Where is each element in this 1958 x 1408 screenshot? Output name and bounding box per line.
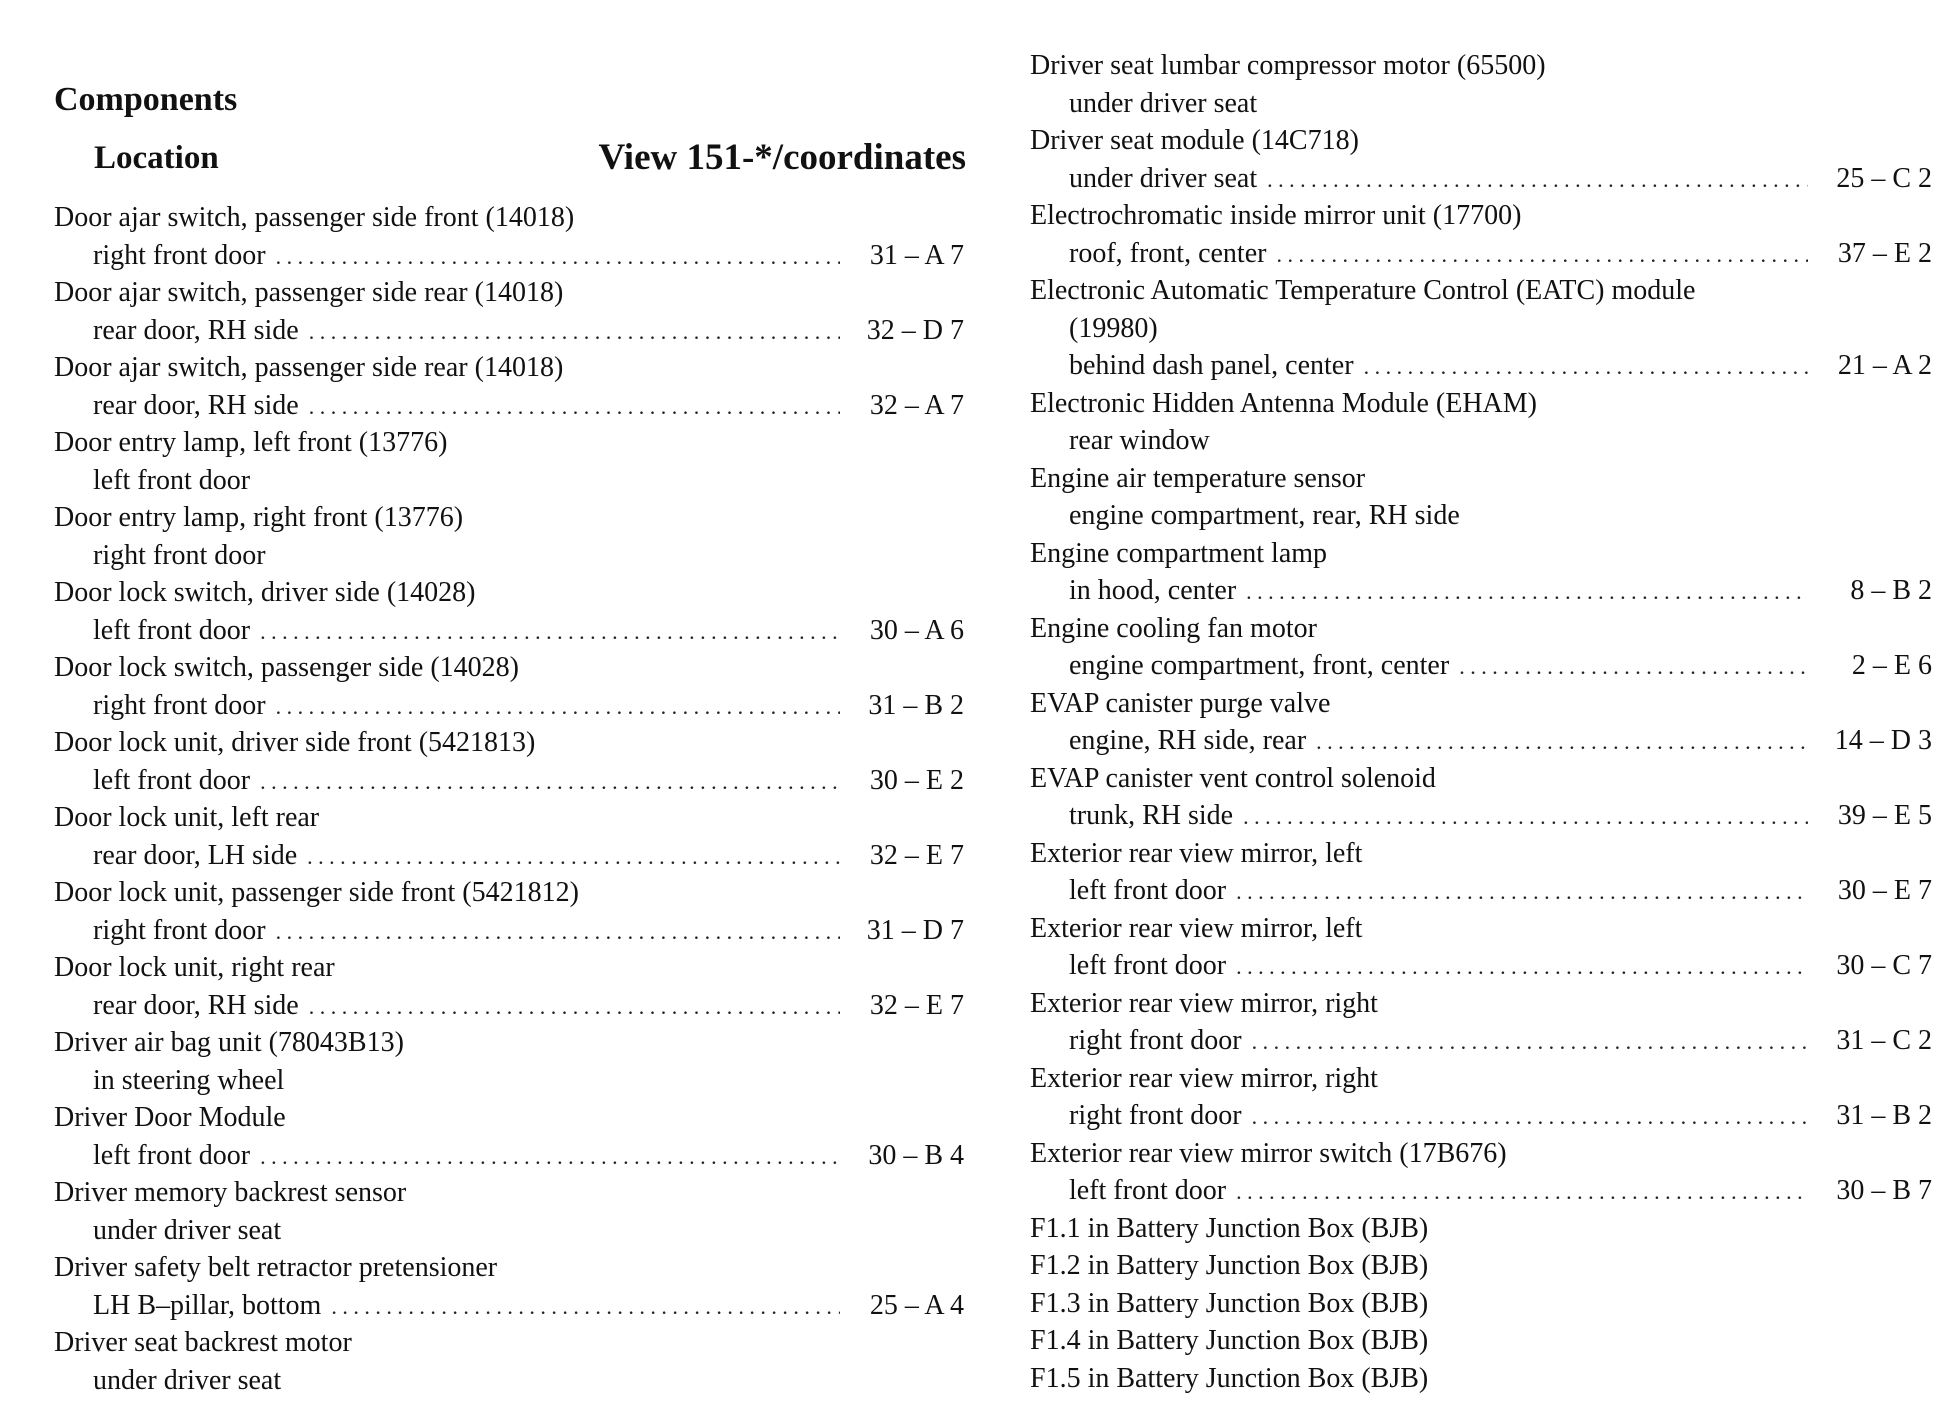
component-entry: [1030, 685, 1932, 760]
dot-leader: [1276, 235, 1808, 273]
component-name: Door lock switch, driver side (14028): [54, 577, 476, 608]
component-name: Door entry lamp, right front (13776): [54, 502, 464, 533]
component-name: Driver Door Module: [54, 1102, 286, 1133]
component-entry: [1030, 610, 1932, 685]
component-name: Door ajar switch, passenger side rear (14018): [54, 277, 564, 308]
header-view-coordinates: View 151-*/coordinates: [598, 137, 966, 178]
dot-leader: [331, 1287, 840, 1325]
component-coordinates: 31 – B 2: [868, 689, 964, 721]
component-coordinates: 32 – A 7: [869, 389, 964, 421]
component-location-line: [54, 237, 964, 275]
dot-leader: [1252, 1097, 1808, 1135]
component-location-line: [54, 687, 964, 725]
component-location: behind dash panel, center: [1069, 350, 1354, 381]
section-title: Components: [54, 81, 238, 118]
column-header: [54, 136, 966, 180]
component-coordinates: 31 – B 2: [1836, 1100, 1932, 1131]
component-location: left front door: [93, 1139, 251, 1171]
component-name: F1.4 in Battery Junction Box (BJB): [1030, 1325, 1429, 1356]
component-entry: [1030, 385, 1932, 460]
component-location-line: [1030, 497, 1932, 535]
component-location: right front door: [1069, 1025, 1242, 1056]
component-name: EVAP canister vent control solenoid: [1030, 762, 1436, 794]
component-location: left front door: [1069, 875, 1227, 906]
component-name: F1.3 in Battery Junction Box (BJB): [1030, 1287, 1429, 1319]
dot-leader: [1236, 872, 1808, 910]
component-entry: [54, 874, 964, 949]
component-coordinates: 25 – C 2: [1836, 162, 1932, 194]
dot-leader: [1246, 572, 1808, 610]
component-location: under driver seat: [1069, 162, 1258, 194]
dot-leader: [1236, 1172, 1808, 1210]
component-name: Electrochromatic inside mirror unit (17700): [1030, 200, 1522, 231]
component-name: Door ajar switch, passenger side rear (14018): [54, 352, 564, 383]
dot-leader: [1459, 647, 1808, 685]
header-location: Location: [94, 140, 219, 176]
component-name: Door lock unit, passenger side front (5421812): [54, 877, 579, 908]
component-location-line: [1030, 797, 1932, 835]
component-location: rear door, RH side: [93, 314, 299, 346]
component-location: right front door: [93, 239, 266, 271]
component-location-line: [54, 1137, 964, 1175]
component-location: engine compartment, front, center: [1069, 650, 1450, 681]
component-entry: [1030, 835, 1932, 910]
component-location: right front door: [93, 914, 266, 946]
component-name: Engine air temperature sensor: [1030, 462, 1366, 494]
component-entry: [54, 199, 964, 274]
component-entry: [1030, 272, 1932, 385]
right-entries: [1030, 47, 1932, 1397]
component-location-line: [54, 912, 964, 950]
component-name: Door lock unit, right rear: [54, 952, 335, 983]
component-name: F1.1 in Battery Junction Box (BJB): [1030, 1212, 1429, 1244]
component-entry: [1030, 197, 1932, 272]
component-coordinates: 30 – A 6: [869, 614, 964, 646]
component-location: in steering wheel: [93, 1064, 285, 1096]
component-coordinates: 39 – E 5: [1837, 800, 1932, 831]
component-entry: [54, 424, 964, 499]
dot-leader: [276, 237, 840, 275]
component-name: Door entry lamp, left front (13776): [54, 427, 448, 458]
component-name: Exterior rear view mirror, right: [1030, 1062, 1378, 1094]
component-location-line: [1030, 872, 1932, 910]
component-name: Engine cooling fan motor: [1030, 612, 1317, 644]
component-entry: [1030, 1360, 1932, 1398]
component-location: under driver seat: [1069, 87, 1258, 119]
component-name: Driver seat module (14C718): [1030, 125, 1359, 156]
component-entry: [54, 1024, 964, 1099]
component-location: engine compartment, rear, RH side: [1069, 500, 1460, 531]
component-location: left front door: [93, 464, 251, 496]
component-location: left front door: [93, 614, 251, 646]
component-coordinates: 32 – E 7: [869, 989, 964, 1021]
component-name: Door lock switch, passenger side (14028): [54, 652, 520, 683]
component-coordinates: 32 – D 7: [866, 314, 964, 346]
component-entry: [54, 1324, 964, 1399]
component-location: in hood, center: [1069, 575, 1237, 606]
component-name: Electronic Automatic Temperature Control (EATC) module: [1030, 275, 1696, 306]
component-location-line: [1030, 1097, 1932, 1135]
component-entry: [1030, 460, 1932, 535]
component-location-line: [54, 1062, 964, 1100]
component-location-line: [1030, 947, 1932, 985]
component-name: Driver seat lumbar compressor motor (65500): [1030, 50, 1546, 81]
component-entry: [54, 949, 964, 1024]
component-location: rear door, RH side: [93, 989, 299, 1021]
component-coordinates: 30 – B 4: [868, 1139, 964, 1171]
component-entry: [1030, 1247, 1932, 1285]
component-entry: [54, 1099, 964, 1174]
component-location-line: [1030, 1022, 1932, 1060]
component-location-line: [54, 537, 964, 575]
component-name: EVAP canister purge valve: [1030, 687, 1331, 719]
dot-leader: [1316, 722, 1808, 760]
component-coordinates: 2 – E 6: [1851, 650, 1932, 681]
component-coordinates: 30 – E 2: [869, 764, 964, 796]
component-location-line: [54, 1212, 964, 1250]
component-location-line: [1030, 647, 1932, 685]
component-entry: [1030, 1060, 1932, 1135]
component-entry: [54, 274, 964, 349]
component-location-line: [1030, 1172, 1932, 1210]
dot-leader: [307, 837, 840, 875]
component-coordinates: 31 – A 7: [869, 239, 964, 271]
component-entry: [1030, 760, 1932, 835]
component-coordinates: 25 – A 4: [869, 1289, 964, 1321]
component-name-continued: (19980): [1069, 312, 1158, 344]
component-entry: [54, 799, 964, 874]
component-location: rear door, LH side: [93, 839, 298, 871]
dot-leader: [260, 1137, 840, 1175]
component-name: F1.5 in Battery Junction Box (BJB): [1030, 1362, 1429, 1394]
component-entry: [54, 1249, 964, 1324]
component-location: rear door, RH side: [93, 389, 299, 421]
component-location: left front door: [1069, 950, 1227, 981]
component-name: Exterior rear view mirror, left: [1030, 912, 1363, 944]
component-entry: [54, 349, 964, 424]
component-location-line: [1030, 572, 1932, 610]
component-location: under driver seat: [93, 1214, 282, 1246]
dot-leader: [309, 387, 840, 425]
component-location: right front door: [93, 689, 266, 721]
component-coordinates: 14 – D 3: [1834, 725, 1932, 756]
component-entry: [1030, 1322, 1932, 1360]
component-location-line: [54, 387, 964, 425]
component-coordinates: 31 – C 2: [1836, 1025, 1932, 1056]
component-entry: [1030, 1135, 1932, 1210]
component-name: Electronic Hidden Antenna Module (EHAM): [1030, 387, 1537, 419]
dot-leader: [276, 912, 840, 950]
component-entry: [54, 649, 964, 724]
dot-leader: [276, 687, 840, 725]
component-location-line: [54, 462, 964, 500]
component-location-line: [54, 837, 964, 875]
component-location-line: [54, 987, 964, 1025]
component-entry: [1030, 122, 1932, 197]
component-location: LH B–pillar, bottom: [93, 1289, 322, 1321]
component-coordinates: 30 – E 7: [1837, 875, 1932, 906]
component-entry: [1030, 1285, 1932, 1323]
component-location-line: [54, 612, 964, 650]
component-name: Exterior rear view mirror, right: [1030, 987, 1378, 1019]
component-location: engine, RH side, rear: [1069, 725, 1307, 756]
component-coordinates: 21 – A 2: [1837, 350, 1932, 381]
component-location: left front door: [1069, 1175, 1227, 1206]
component-name: Exterior rear view mirror switch (17B676): [1030, 1137, 1507, 1169]
dot-leader: [1267, 160, 1808, 198]
dot-leader: [1243, 797, 1808, 835]
component-name: Exterior rear view mirror, left: [1030, 837, 1363, 869]
component-location-line: [1030, 85, 1932, 123]
component-coordinates: 30 – B 7: [1836, 1175, 1932, 1206]
component-location: trunk, RH side: [1069, 800, 1234, 831]
component-coordinates: 8 – B 2: [1850, 575, 1932, 606]
component-entry: [1030, 47, 1932, 122]
dot-leader: [309, 312, 840, 350]
component-entry: [54, 724, 964, 799]
component-name: Driver memory backrest sensor: [54, 1177, 407, 1208]
component-coordinates: 31 – D 7: [866, 914, 964, 946]
component-coordinates: 37 – E 2: [1837, 237, 1932, 269]
component-name: Driver air bag unit (78043B13): [54, 1027, 404, 1058]
component-entry: [54, 574, 964, 649]
component-location: roof, front, center: [1069, 237, 1267, 269]
component-name: F1.2 in Battery Junction Box (BJB): [1030, 1250, 1429, 1281]
dot-leader: [260, 612, 840, 650]
component-entry: [1030, 910, 1932, 985]
component-name: Door lock unit, left rear: [54, 802, 320, 833]
component-location-line: [1030, 422, 1932, 460]
component-entry: [54, 499, 964, 574]
component-name: Driver safety belt retractor pretensioner: [54, 1252, 498, 1283]
component-location: rear window: [1069, 425, 1210, 456]
component-location: right front door: [1069, 1100, 1242, 1131]
dot-leader: [1364, 347, 1808, 385]
component-location-line: [54, 762, 964, 800]
component-entry: [54, 1174, 964, 1249]
left-entries: [54, 199, 964, 1399]
component-name-continuation-line: [1030, 310, 1932, 348]
dot-leader: [309, 987, 840, 1025]
dot-leader: [1252, 1022, 1808, 1060]
component-location-line: [1030, 160, 1932, 198]
component-location-line: [1030, 347, 1932, 385]
component-coordinates: 32 – E 7: [869, 839, 964, 871]
component-location-line: [1030, 235, 1932, 273]
dot-leader: [1236, 947, 1808, 985]
component-location: right front door: [93, 539, 266, 571]
component-entry: [1030, 985, 1932, 1060]
component-name: Door ajar switch, passenger side front (14018): [54, 202, 575, 233]
component-entry: [1030, 1210, 1932, 1248]
component-location-line: [1030, 722, 1932, 760]
component-location-line: [54, 1362, 964, 1400]
component-location: under driver seat: [93, 1364, 282, 1396]
component-entry: [1030, 535, 1932, 610]
component-name: Driver seat backrest motor: [54, 1327, 352, 1358]
component-location-line: [54, 1287, 964, 1325]
component-name: Engine compartment lamp: [1030, 537, 1328, 569]
component-name: Door lock unit, driver side front (5421813): [54, 727, 536, 758]
dot-leader: [260, 762, 840, 800]
component-location-line: [54, 312, 964, 350]
component-coordinates: 30 – C 7: [1836, 950, 1932, 981]
component-location: left front door: [93, 764, 251, 796]
